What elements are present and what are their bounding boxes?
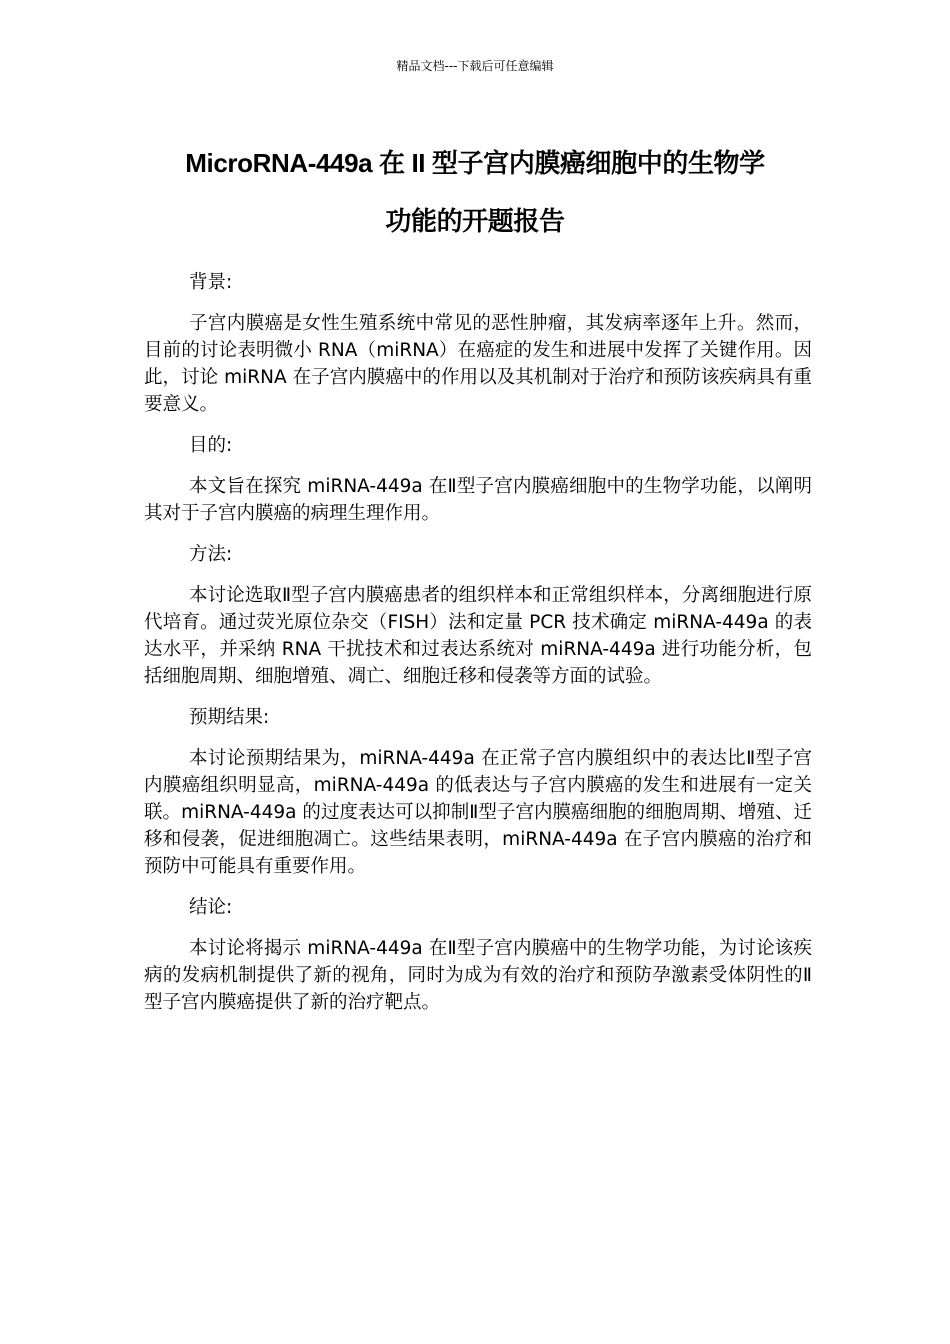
section-heading-conclusion: 结论: [189, 897, 233, 918]
section-text-objective: 本文旨在探究 miRNA-449a 在Ⅱ型子宫内膜癌细胞中的生物学功能，以阐明其对于子宫内膜癌的病理生理作用。 [144, 476, 812, 524]
section-heading-background: 背景: [189, 272, 233, 293]
section-heading-expected-results: 预期结果: [189, 707, 270, 728]
section-heading-objective: 目的: [189, 435, 233, 456]
section-text-background: 子宫内膜癌是女性生殖系统中常见的恶性肿瘤，其发病率逐年上升。然而，目前的讨论表明微小 RNA（miRNA）在癌症的发生和进展中发挥了关键作用。因此，讨论 miRNA 在子宫内膜癌中的作用以及其机制对于治疗和预防该疾病具有重要意义。 [144, 313, 812, 415]
section-text-method: 本讨论选取Ⅱ型子宫内膜癌患者的组织样本和正常组织样本，分离细胞进行原代培育。通过荧光原位杂交（FISH）法和定量 PCR 技术确定 miRNA-449a 的表达水平，并采纳 RNA 干扰技术和过表达系统对 miRNA-449a 进行功能分析，包括细胞周期、细胞增殖、凋亡、细胞迁移和侵袭等方面的试验。 [144, 585, 812, 687]
title-line-1: MicroRNA-449a 在 II 型子宫内膜癌细胞中的生物学 [185, 148, 765, 178]
document-title [100, 134, 850, 250]
section-text-conclusion: 本讨论将揭示 miRNA-449a 在Ⅱ型子宫内膜癌中的生物学功能，为讨论该疾病的发病机制提供了新的视角，同时为成为有效的治疗和预防孕激素受体阴性的Ⅱ型子宫内膜癌提供了新的治疗靶点。 [144, 938, 812, 1013]
page-header: 精品文档---下载后可任意编辑 [396, 59, 554, 73]
section-heading-method: 方法: [189, 544, 233, 565]
section-text-expected-results: 本讨论预期结果为，miRNA-449a 在正常子宫内膜组织中的表达比Ⅱ型子宫内膜癌组织明显高，miRNA-449a 的低表达与子宫内膜癌的发生和进展有一定关联。miRNA-449a 的过度表达可以抑制Ⅱ型子宫内膜癌细胞的细胞周期、增殖、迁移和侵袭，促进细胞凋亡。这些结果表明，miRNA-449a 在子宫内膜癌的治疗和预防中可能具有重要作用。 [144, 748, 812, 877]
title-line-2: 功能的开题报告 [385, 206, 565, 236]
document-body [144, 269, 812, 1030]
